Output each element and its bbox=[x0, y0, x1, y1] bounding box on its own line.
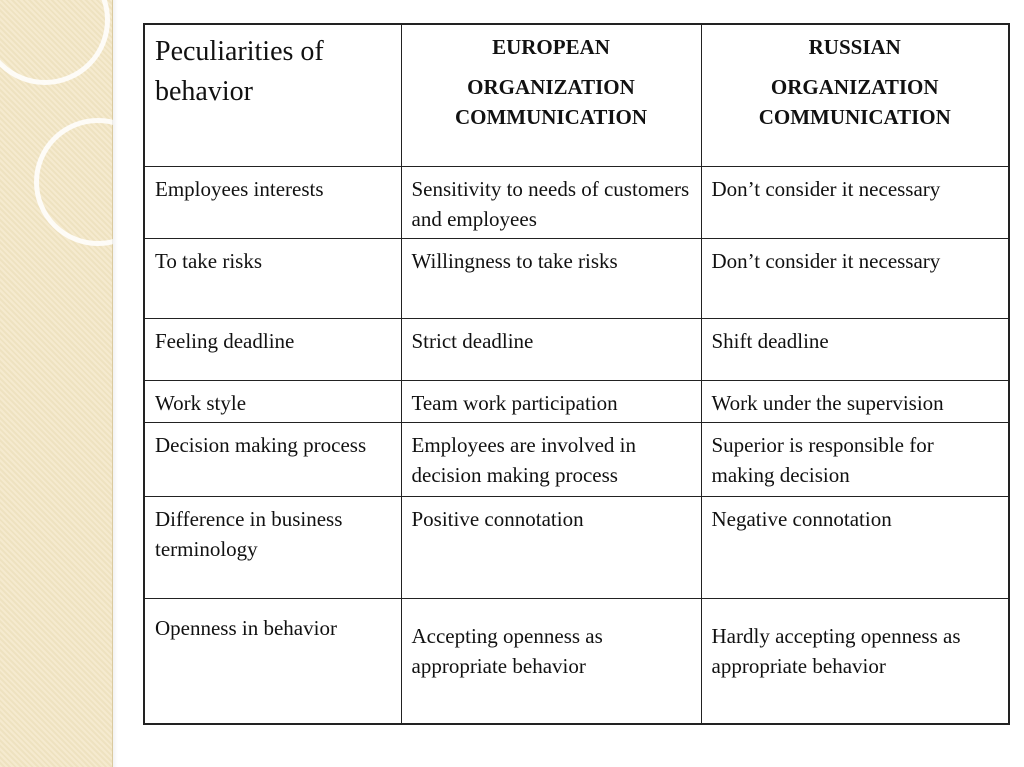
header-european-line3: COMMUNICATION bbox=[454, 105, 648, 129]
table-row bbox=[144, 238, 1009, 318]
strip-shadow bbox=[112, 0, 118, 767]
russian-cell: Don’t consider it necessary bbox=[701, 166, 1009, 238]
behavior-cell: Employees interests bbox=[144, 166, 401, 238]
european-cell: Sensitivity to needs of customers and employees bbox=[401, 166, 701, 238]
table-row bbox=[144, 422, 1009, 496]
table-header-row bbox=[144, 24, 1009, 166]
behavior-cell: Feeling deadline bbox=[144, 318, 401, 380]
european-cell: Employees are involved in decision making process bbox=[401, 422, 701, 496]
table-row bbox=[144, 166, 1009, 238]
decorative-ring bbox=[0, 0, 110, 85]
header-cell bbox=[144, 24, 401, 166]
european-cell: Willingness to take risks bbox=[401, 238, 701, 318]
header-russian-line1: RUSSIAN bbox=[808, 35, 901, 59]
russian-cell: Hardly accepting openness as appropriate behavior bbox=[701, 598, 1009, 724]
table-row bbox=[144, 496, 1009, 598]
header-russian-line3: COMMUNICATION bbox=[758, 105, 951, 129]
header-cell bbox=[701, 24, 1009, 166]
russian-cell: Don’t consider it necessary bbox=[701, 238, 1009, 318]
header-russian-line2: ORGANIZATION bbox=[770, 75, 939, 99]
table-row bbox=[144, 318, 1009, 380]
behavior-cell: To take risks bbox=[144, 238, 401, 318]
header-cell bbox=[401, 24, 701, 166]
table-row bbox=[144, 598, 1009, 724]
european-cell: Positive connotation bbox=[401, 496, 701, 598]
table-row bbox=[144, 380, 1009, 422]
comparison-table bbox=[143, 23, 1010, 725]
header-european-line1: EUROPEAN bbox=[492, 35, 610, 59]
european-cell: Team work participation bbox=[401, 380, 701, 422]
behavior-cell: Difference in business terminology bbox=[144, 496, 401, 598]
behavior-cell: Openness in behavior bbox=[144, 598, 401, 724]
behavior-cell: Work style bbox=[144, 380, 401, 422]
decorative-side-strip bbox=[0, 0, 113, 767]
russian-cell: Work under the supervision bbox=[701, 380, 1009, 422]
european-cell: Strict deadline bbox=[401, 318, 701, 380]
header-european-line2: ORGANIZATION bbox=[467, 75, 635, 99]
behavior-cell: Decision making process bbox=[144, 422, 401, 496]
european-cell: Accepting openness as appropriate behavior bbox=[401, 598, 701, 724]
russian-cell: Negative connotation bbox=[701, 496, 1009, 598]
russian-cell: Superior is responsible for making decision bbox=[701, 422, 1009, 496]
russian-cell: Shift deadline bbox=[701, 318, 1009, 380]
header-behavior-label: Peculiarities of behavior bbox=[155, 36, 324, 107]
